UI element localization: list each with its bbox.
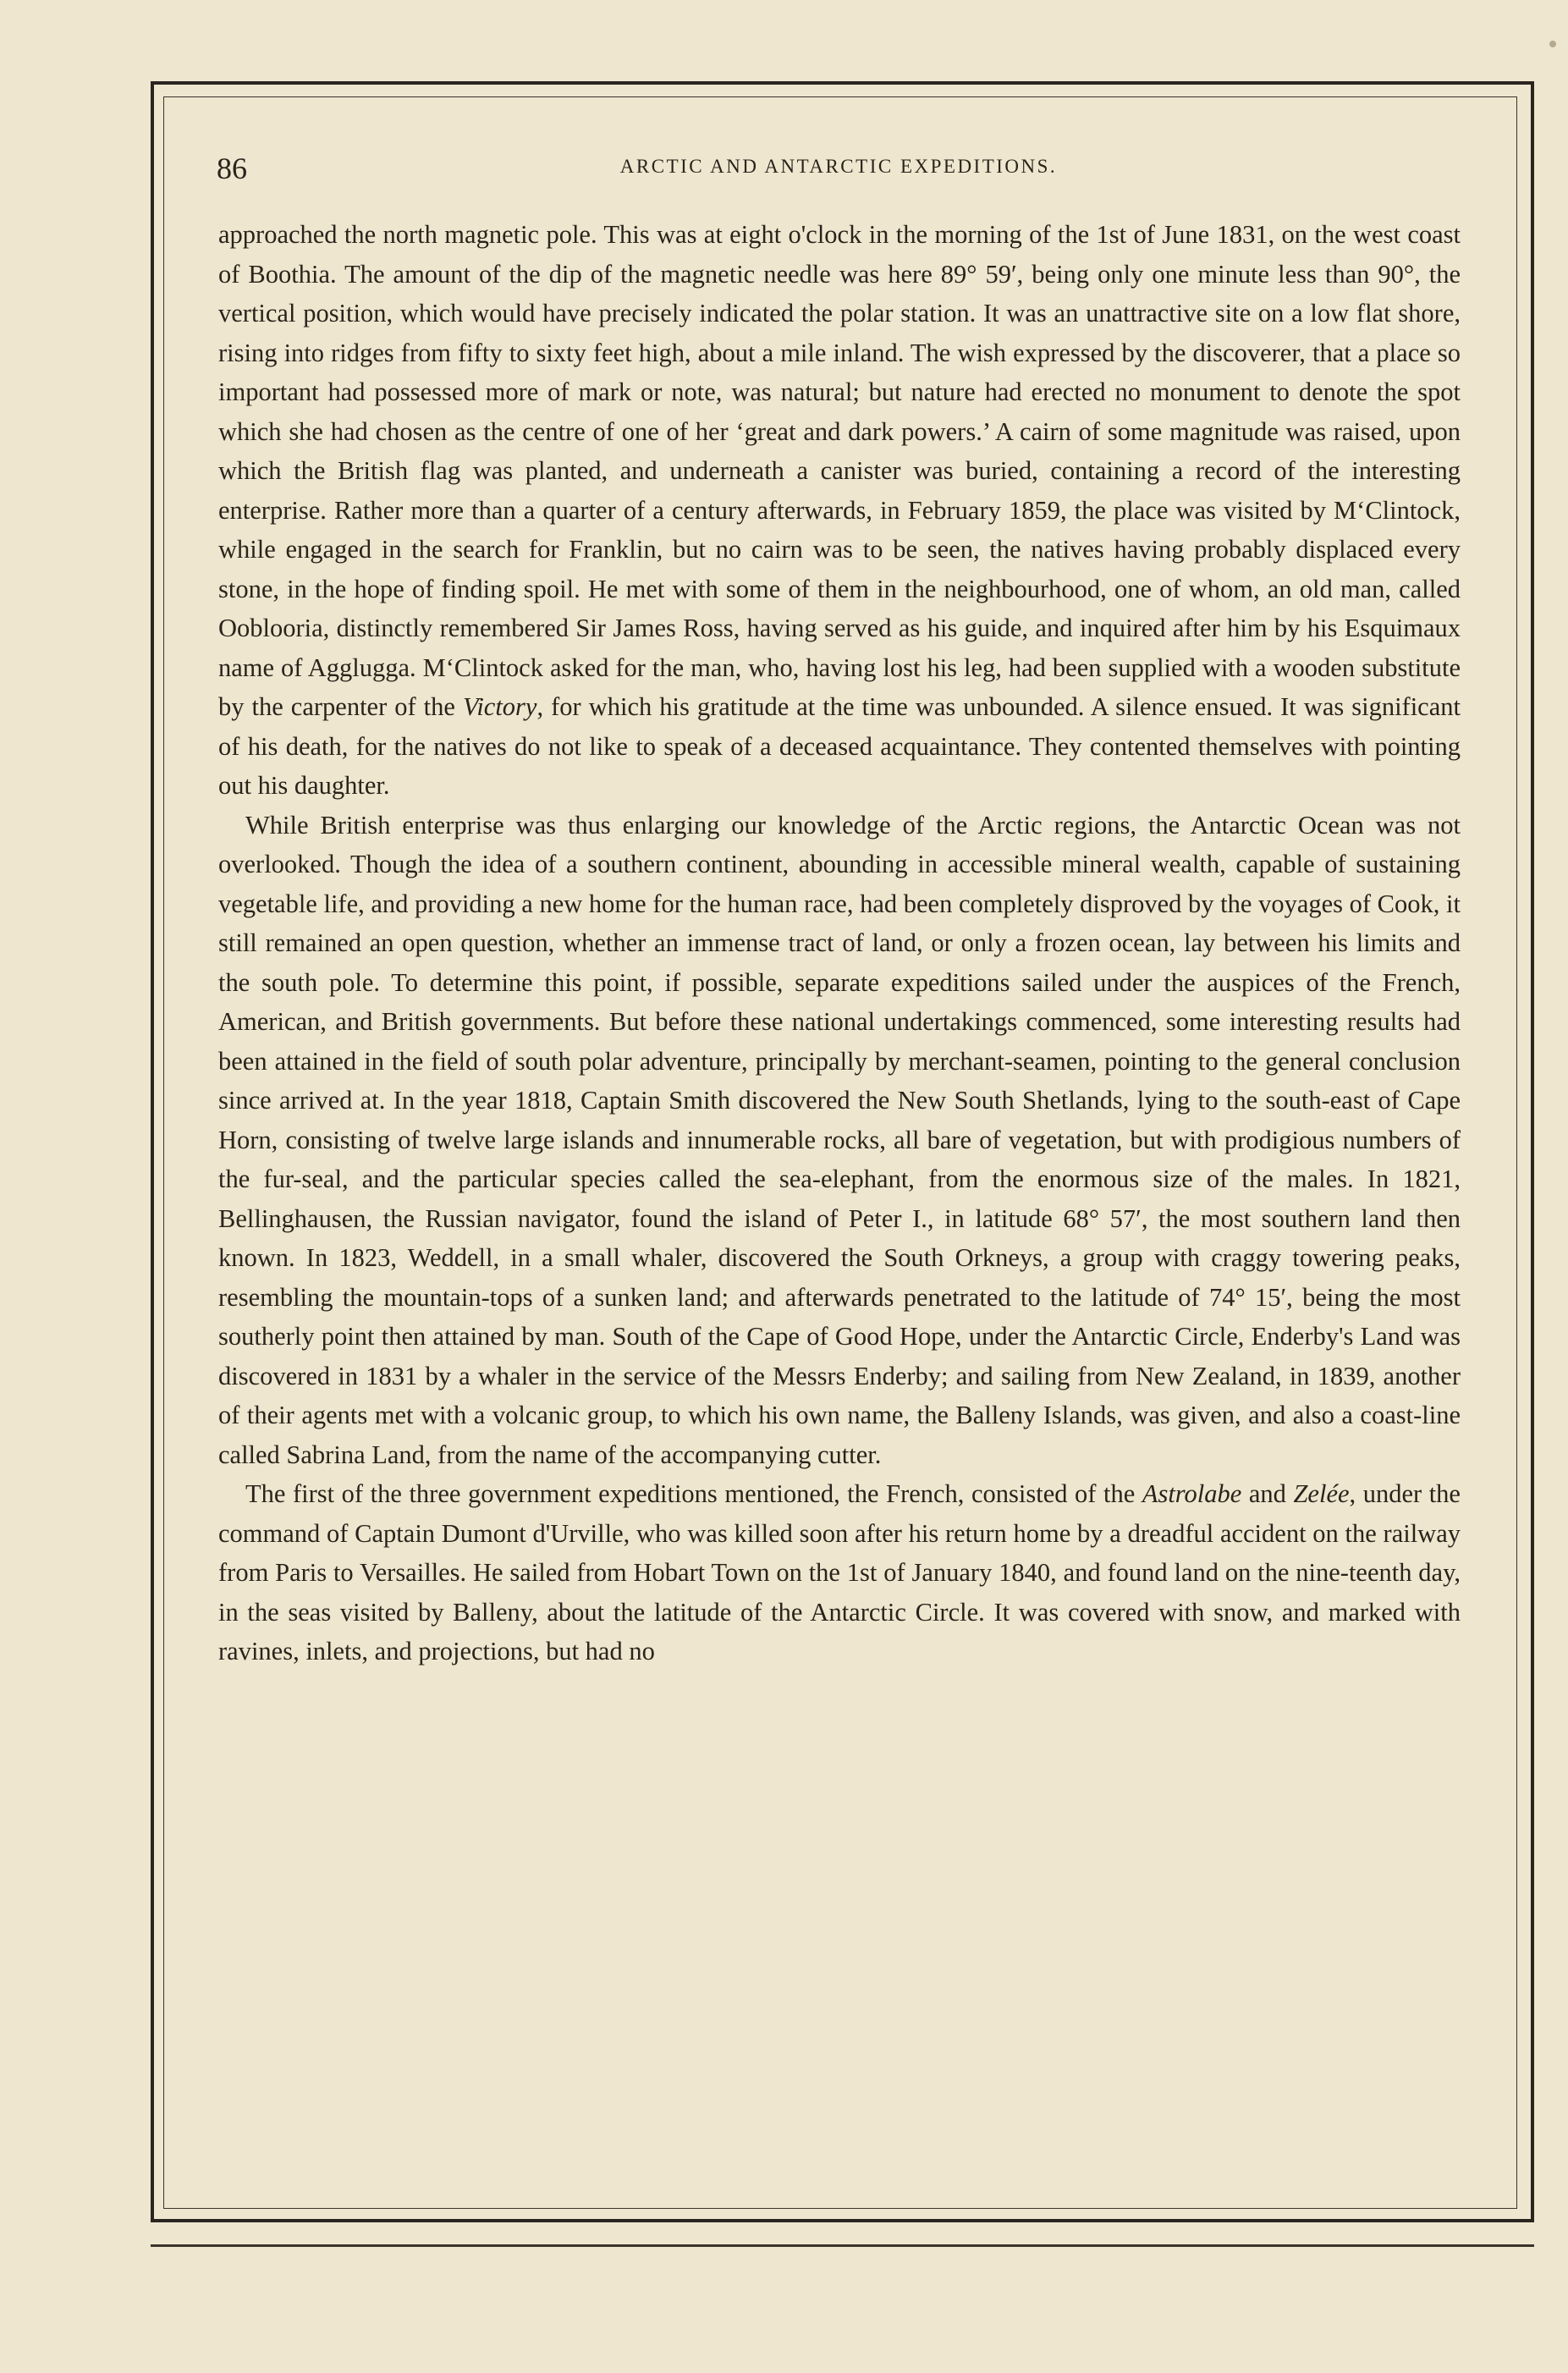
text-run: While British enterprise was thus enlarging our knowledge of the Arctic regions, the Antarctic Ocean was not overlooked. Though the idea of a southern continent, abounding in accessible mineral wealth, capable of sustaining vegetable life, and providing a new home for the human race, had been completely disproved by the voyages of Cook, it still remained an open question, whether an immense tract of land, or only a frozen ocean, lay between his limits and the south pole. To determine this point, if possible, separate expeditions sailed under the auspices of the French, American, and British governments. But before these national undertakings commenced, some interesting results had been attained in the field of south polar adventure, principally by merchant-seamen, pointing to the general conclusion since arrived at. In the year 1818, Captain Smith discovered the New South Shetlands, lying to the south-east of Cape Horn, consisting of twelve large islands and innumerable rocks, all bare of vegetation, but with prodigious numbers of the fur-seal, and the particular species called the sea-elephant, from the enormous size of the males. In 1821, Bellinghausen, the Russian navigator, found the island of Peter I., in latitude 68° 57′, the most southern land then known. In 1823, Weddell, in a small whaler, discovered the South Orkneys, a group with craggy towering peaks, resembling the mountain-tops of a sunken land; and afterwards penetrated to the latitude of 74° 15′, being the most southerly point then attained by man. South of the Cape of Good Hope, under the Antarctic Circle, Enderby's Land was discovered in 1831 by a whaler in the service of the Messrs Enderby; and sailing from New Zealand, in 1839, another of their agents met with a volcanic group, to which his own name, the Balleny Islands, was given, and also a coast-line called Sabrina Land, from the name of the accompanying cutter. <box>218 810 1461 1469</box>
body-text <box>218 215 1461 1671</box>
text-run: , under the command of Captain Dumont d'Urville, who was killed soon after his return home by a dreadful accident on the railway from Paris to Versailles. He sailed from Hobart Town on the 1st of January 1840, and found land on the nine-teenth day, in the seas visited by Balleny, about the latitude of the Antarctic Circle. It was covered with snow, and marked with ravines, inlets, and projections, but had no <box>218 1479 1461 1666</box>
text-run: and <box>1241 1479 1294 1508</box>
running-head: ARCTIC AND ANTARCTIC EXPEDITIONS. <box>619 156 1058 177</box>
text-run: approached the north magnetic pole. This was at eight o'clock in the morning of the 1st of June 1831, on the west coast of Boothia. The amount of the dip of the magnetic needle was here 89° 59′, being only one minute less than 90°, the vertical position, which would have precisely indicated the polar station. It was an unattractive site on a low flat shore, rising into ridges from fifty to sixty feet high, about a mile inland. The wish expressed by the discoverer, that a place so important had possessed more of mark or note, was natural; but nature had erected no monument to denote the spot which she had chosen as the centre of one of her ‘great and dark powers.’ A cairn of some magnitude was raised, upon which the British flag was planted, and underneath a canister was buried, containing a record of the interesting enterprise. Rather more than a quarter of a century afterwards, in February 1859, the place was visited by M‘Clintock, while engaged in the search for Franklin, but no cairn was to be seen, the natives having probably displaced every stone, in the hope of finding spoil. He met with some of them in the neighbourhood, one of whom, an old man, called Ooblooria, distinctly remembered Sir James Ross, having served as his guide, and inquired after him by his Esquimaux name of Agglugga. M‘Clintock asked for the man, who, having lost his leg, had been supplied with a wooden substitute by the carpenter of the <box>218 220 1461 721</box>
italic-text-run: Victory <box>462 692 537 721</box>
paper-speck <box>1549 41 1556 47</box>
text-run: The first of the three government expeditions mentioned, the French, consisted of the <box>245 1479 1142 1508</box>
page-number: 86 <box>217 151 247 185</box>
italic-text-run: Zelée <box>1293 1479 1350 1508</box>
italic-text-run: Astrolabe <box>1142 1479 1242 1508</box>
bottom-rule <box>151 2244 1534 2247</box>
paragraph <box>218 215 1461 806</box>
text-run: , for which his gratitude at the time was unbounded. A silence ensued. It was significant of his death, for the natives do not like to speak of a deceased acquaintance. They contented themselves with pointing out his daughter. <box>218 692 1461 800</box>
paragraph <box>218 1474 1461 1671</box>
page-header <box>217 151 1461 191</box>
paragraph <box>218 806 1461 1475</box>
